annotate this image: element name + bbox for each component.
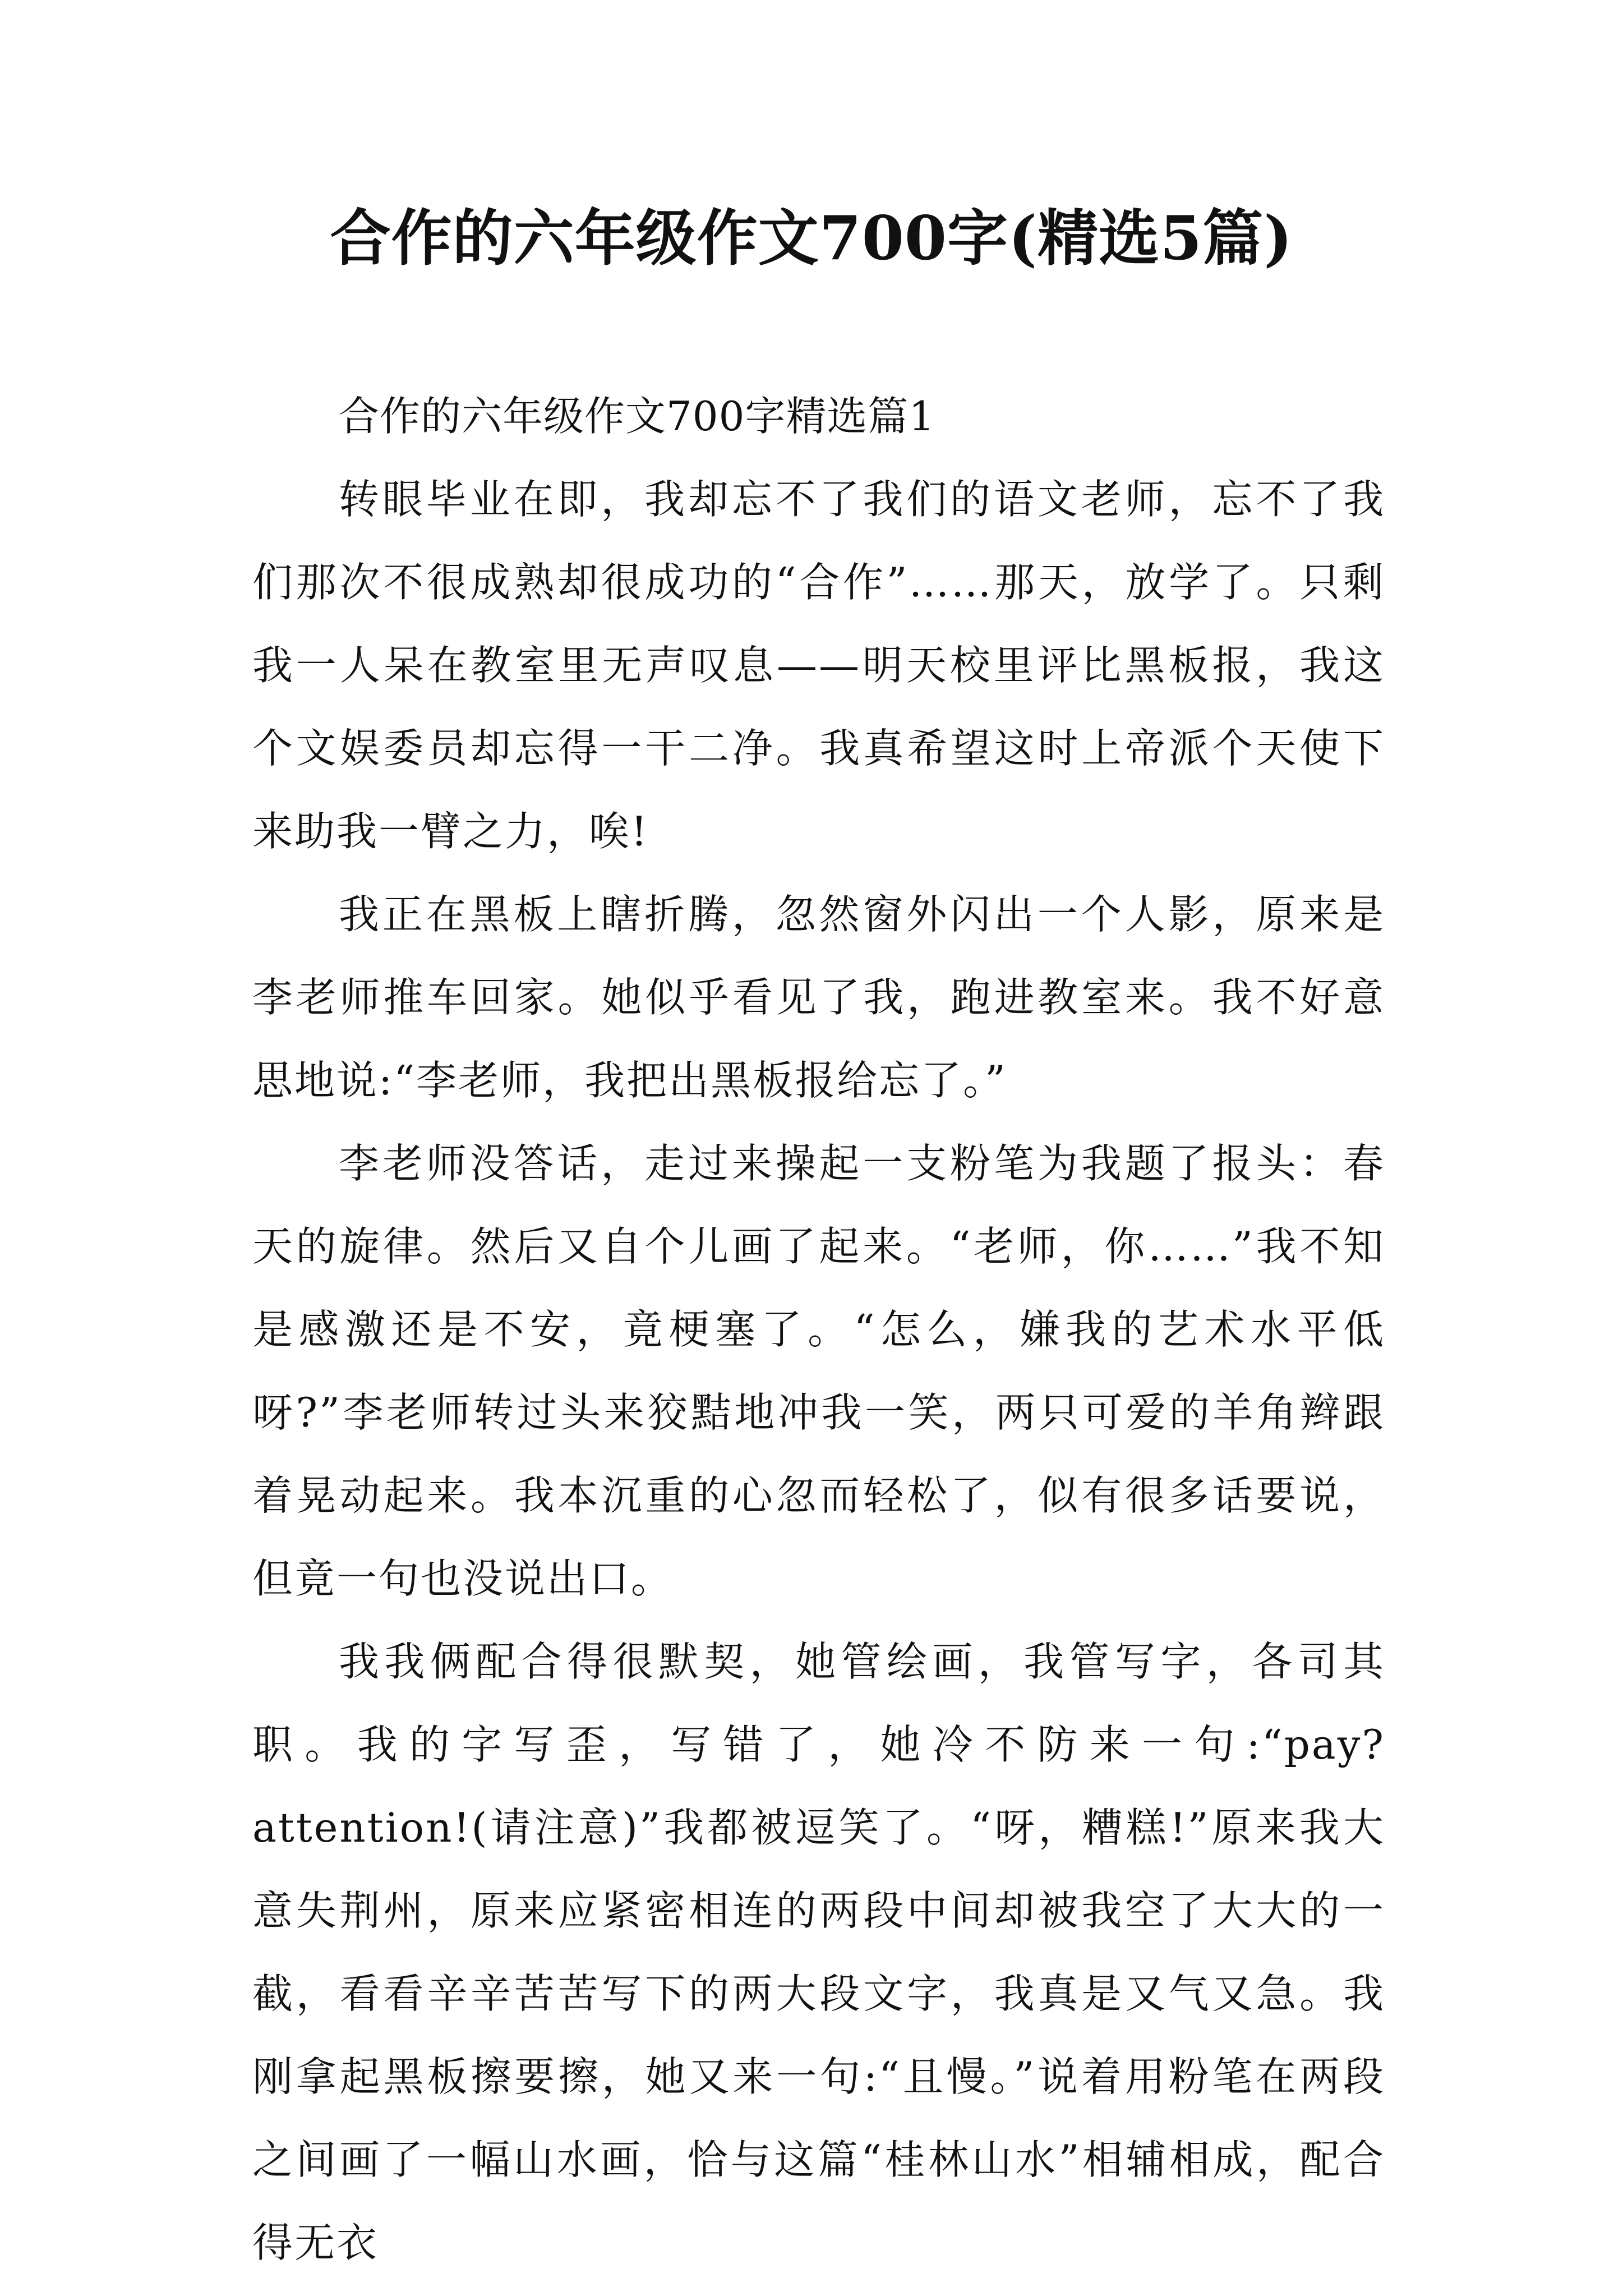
paragraph: 我我俩配合得很默契，她管绘画，我管写字，各司其职。我的字写歪，写错了，她冷不防来一句:“pay?attention!(请注意)”我都被逗笑了。“呀，糟糕!”原来我大意失荆州，原来应紧密相连的两段中间却被我空了大大的一截，看看辛辛苦苦写下的两大段文字，我真是又气又急。我刚拿起黑板擦要擦，她又来一句:“且慢。”说着用粉笔在两段之间画了一幅山水画，恰与这篇“桂林山水”相辅相成，配合得无衣 bbox=[252, 1638, 1385, 2266]
section-heading: 合作的六年级作文700字精选篇1 bbox=[339, 393, 935, 440]
document-body bbox=[252, 375, 1385, 2284]
paragraph: 我正在黑板上瞎折腾，忽然窗外闪出一个人影，原来是李老师推车回家。她似乎看见了我，跑进教室来。我不好意思地说:“李老师，我把出黑板报给忘了。” bbox=[252, 891, 1385, 1104]
paragraph: 转眼毕业在即，我却忘不了我们的语文老师，忘不了我们那次不很成熟却很成功的“合作”……那天，放学了。只剩我一人呆在教室里无声叹息——明天校里评比黑板报，我这个文娱委员却忘得一干二净。我真希望这时上帝派个天使下来助我一臂之力，唉! bbox=[252, 476, 1385, 855]
paragraph: 李老师没答话，走过来操起一支粉笔为我题了报头：春天的旋律。然后又自个儿画了起来。“老师，你……”我不知是感激还是不安，竟梗塞了。“怎么，嫌我的艺术水平低呀?”李老师转过头来狡黠地冲我一笑，两只可爱的羊角辫跟着晃动起来。我本沉重的心忽而轻松了，似有很多话要说，但竟一句也没说出口。 bbox=[252, 1140, 1385, 1602]
document-title: 合作的六年级作文700字(精选5篇) bbox=[330, 203, 1293, 274]
